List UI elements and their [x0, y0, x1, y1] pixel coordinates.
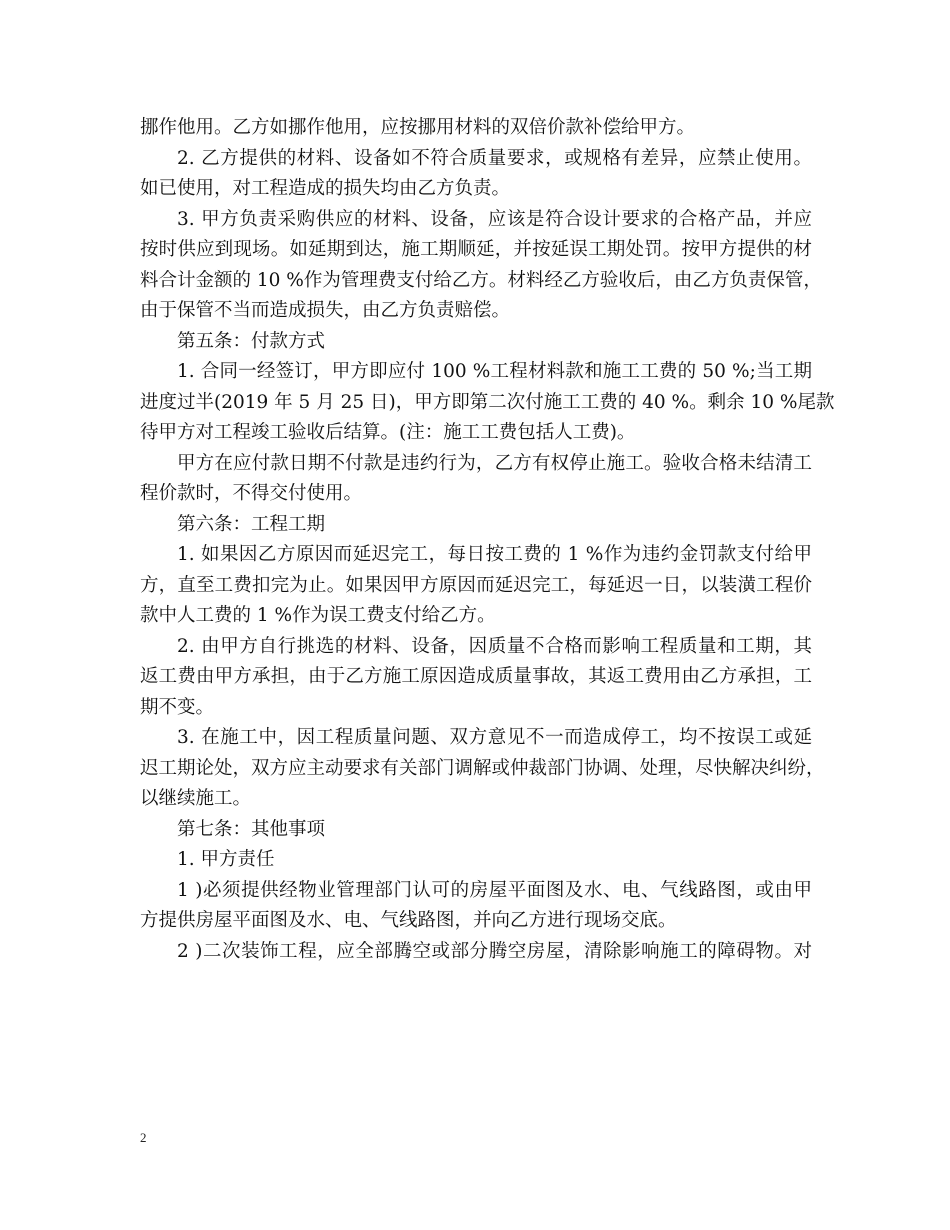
text-line: 以继续施工。: [140, 788, 252, 809]
text-line: 进度过半(2019 年 5 月 25 日)，甲方即第二次付施工工费的 40 %。剩余 10 %尾款: [140, 391, 835, 413]
document-body: [140, 113, 835, 967]
text-line: 迟工期论处，双方应主动要求有关部门调解或仲裁部门协调、处理，尽快解决纠纷，: [140, 757, 825, 779]
text-line: 方，直至工费扣完为止。如果因甲方原因而延迟完工，每延迟一日，以装潢工程价: [140, 574, 812, 596]
page-number: 2: [140, 1130, 147, 1145]
text-line: 返工费由甲方承担，由于乙方施工原因造成质量事故，其返工费用由乙方承担，工: [140, 666, 812, 687]
section-heading: 第五条：付款方式: [177, 330, 326, 352]
text-line: 1 )必须提供经物业管理部门认可的房屋平面图及水、电、气线路图，或由甲: [177, 879, 812, 901]
text-line: 3. 甲方负责采购供应的材料、设备，应该是符合设计要求的合格产品，并应: [177, 208, 812, 230]
text-line: 按时供应到现场。如延期到达，施工期顺延，并按延误工期处罚。按甲方提供的材: [140, 239, 812, 260]
text-line: 1. 合同一经签订，甲方即应付 100 %工程材料款和施工工费的 50 %;当工期: [177, 361, 812, 382]
text-line: 由于保管不当而造成损失，由乙方负责赔偿。: [140, 300, 511, 321]
section-heading: 第七条：其他事项: [177, 818, 326, 840]
text-line: 程价款时，不得交付使用。: [140, 483, 363, 504]
section-heading: 第六条：工程工期: [177, 513, 326, 535]
text-line: 如已使用，对工程造成的损失均由乙方负责。: [140, 178, 511, 199]
text-line: 甲方在应付款日期不付款是违约行为，乙方有权停止施工。验收合格未结清工: [177, 452, 812, 474]
subsection-heading: 1. 甲方责任: [177, 849, 275, 870]
text-line: 款中人工费的 1 %作为误工费支付给乙方。: [140, 605, 496, 626]
text-line: 挪作他用。乙方如挪作他用，应按挪用材料的双倍价款补偿给甲方。: [140, 117, 696, 138]
text-line: 待甲方对工程竣工验收后结算。(注：施工工费包括人工费)。: [140, 422, 636, 443]
text-line: 2. 乙方提供的材料、设备如不符合质量要求，或规格有差异，应禁止使用。: [177, 147, 812, 169]
text-line: 方提供房屋平面图及水、电、气线路图，并向乙方进行现场交底。: [140, 910, 677, 931]
text-line: 2 )二次装饰工程，应全部腾空或部分腾空房屋，清除影响施工的障碍物。对: [177, 940, 812, 962]
text-line: 期不变。: [140, 696, 215, 718]
text-line: 2. 由甲方自行挑选的材料、设备，因质量不合格而影响工程质量和工期，其: [177, 635, 812, 657]
text-line: 1. 如果因乙方原因而延迟完工，每日按工费的 1 %作为违约金罚款支付给甲: [177, 544, 812, 565]
text-line: 3. 在施工中，因工程质量问题、双方意见不一而造成停工，均不按误工或延: [177, 727, 812, 748]
text-line: 料合计金额的 10 %作为管理费支付给乙方。材料经乙方验收后，由乙方负责保管，: [140, 269, 822, 291]
